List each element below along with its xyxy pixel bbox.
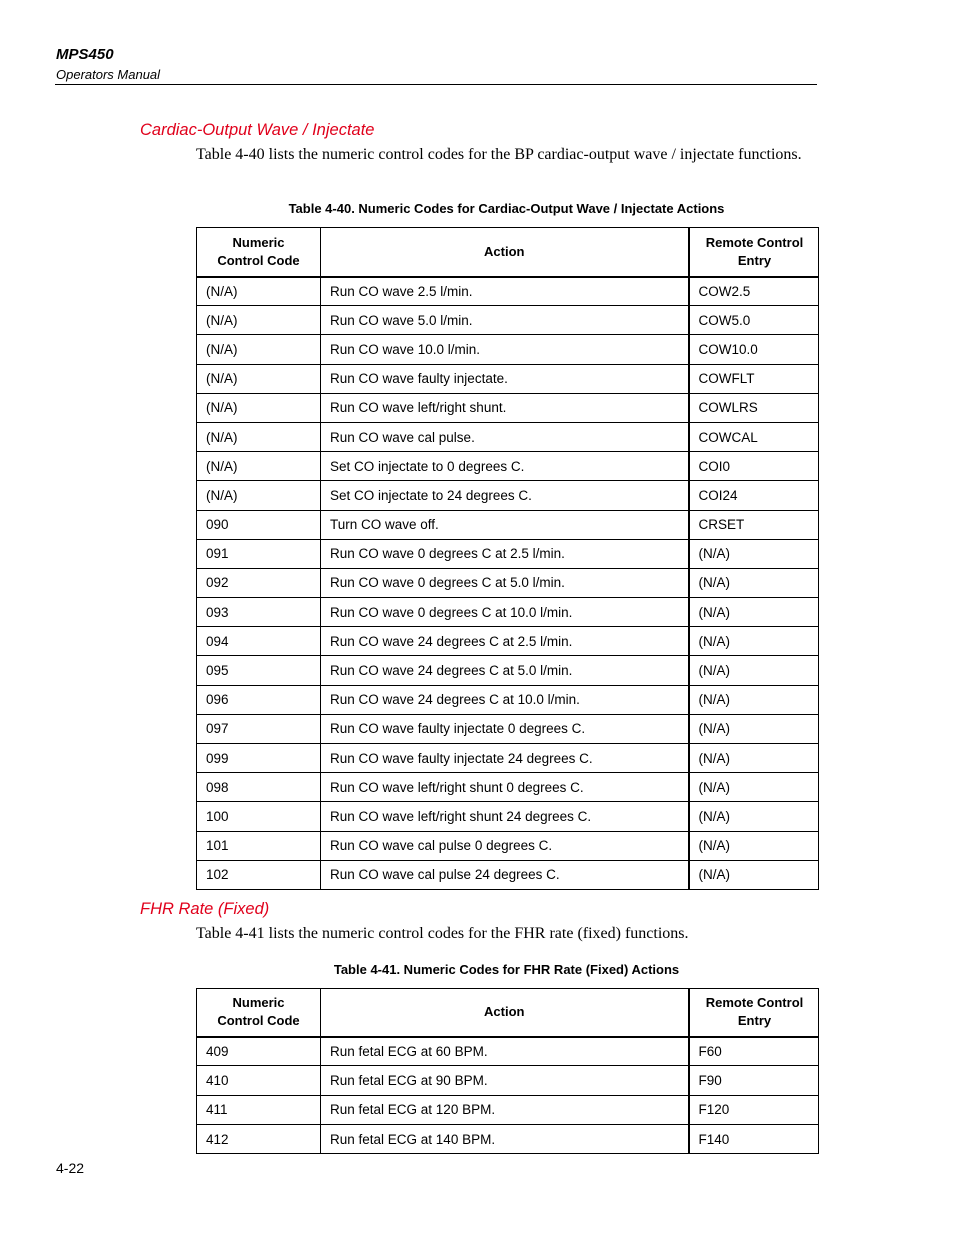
cell-remote-entry: COI0	[689, 452, 819, 481]
cell-action: Run CO wave 24 degrees C at 10.0 l/min.	[321, 685, 689, 714]
cell-action: Run CO wave 24 degrees C at 5.0 l/min.	[321, 656, 689, 685]
cell-numeric-code: 094	[197, 627, 321, 656]
cell-action: Run CO wave 5.0 l/min.	[321, 306, 689, 335]
cell-numeric-code: (N/A)	[197, 364, 321, 393]
cell-remote-entry: (N/A)	[689, 773, 819, 802]
table-header-row	[197, 228, 819, 277]
cell-numeric-code: 092	[197, 568, 321, 597]
cell-action: Run fetal ECG at 120 BPM.	[321, 1095, 689, 1124]
section-paragraph-cardiac-output: Table 4-40 lists the numeric control codes for the BP cardiac-output wave / injectate functions.	[196, 146, 802, 163]
cell-action: Run CO wave 24 degrees C at 2.5 l/min.	[321, 627, 689, 656]
cell-action: Run CO wave 0 degrees C at 5.0 l/min.	[321, 568, 689, 597]
cell-action: Run CO wave left/right shunt 24 degrees C.	[321, 802, 689, 831]
table-row	[197, 860, 819, 889]
cell-action: Turn CO wave off.	[321, 510, 689, 539]
table-row	[197, 627, 819, 656]
cell-remote-entry: (N/A)	[689, 598, 819, 627]
cell-numeric-code: 096	[197, 685, 321, 714]
cell-numeric-code: 091	[197, 539, 321, 568]
header-divider	[55, 84, 817, 85]
cell-action: Run CO wave faulty injectate.	[321, 364, 689, 393]
table-row	[197, 422, 819, 451]
table-row	[197, 277, 819, 306]
table-row	[197, 714, 819, 743]
cell-remote-entry: F120	[689, 1095, 819, 1124]
manual-subtitle: Operators Manual	[56, 67, 161, 82]
column-header-action: Action	[321, 989, 689, 1037]
column-header-remote-entry: Remote Control Entry	[689, 228, 819, 277]
cell-remote-entry: (N/A)	[689, 685, 819, 714]
cell-numeric-code: (N/A)	[197, 481, 321, 510]
cell-numeric-code: 411	[197, 1095, 321, 1124]
cell-action: Run CO wave cal pulse 24 degrees C.	[321, 860, 689, 889]
cell-action: Run CO wave cal pulse.	[321, 422, 689, 451]
table-4-41	[196, 988, 819, 1154]
cell-action: Run fetal ECG at 90 BPM.	[321, 1066, 689, 1095]
cell-numeric-code: 098	[197, 773, 321, 802]
table-header-row	[197, 989, 819, 1037]
table-row	[197, 802, 819, 831]
cell-numeric-code: (N/A)	[197, 335, 321, 364]
column-header-numeric-code: Numeric Control Code	[197, 228, 321, 277]
cell-action: Set CO injectate to 24 degrees C.	[321, 481, 689, 510]
cell-remote-entry: F60	[689, 1037, 819, 1066]
cell-action: Run CO wave cal pulse 0 degrees C.	[321, 831, 689, 860]
table-row	[197, 510, 819, 539]
table-row	[197, 568, 819, 597]
table-row	[197, 1066, 819, 1095]
cell-action: Run fetal ECG at 140 BPM.	[321, 1124, 689, 1153]
cell-action: Run CO wave faulty injectate 24 degrees C.	[321, 744, 689, 773]
table-4-40	[196, 227, 819, 890]
table-caption-4-40: Table 4-40. Numeric Codes for Cardiac-Output Wave / Injectate Actions	[288, 201, 725, 216]
cell-numeric-code: (N/A)	[197, 452, 321, 481]
cell-remote-entry: (N/A)	[689, 714, 819, 743]
table-row	[197, 685, 819, 714]
cell-numeric-code: 412	[197, 1124, 321, 1153]
cell-action: Run CO wave left/right shunt 0 degrees C.	[321, 773, 689, 802]
table-row	[197, 1124, 819, 1153]
table-row	[197, 1037, 819, 1066]
page-number: 4-22	[56, 1160, 85, 1176]
cell-action: Run CO wave 10.0 l/min.	[321, 335, 689, 364]
cell-numeric-code: (N/A)	[197, 422, 321, 451]
table-row	[197, 656, 819, 685]
cell-numeric-code: 102	[197, 860, 321, 889]
table-row	[197, 452, 819, 481]
cell-remote-entry: COWLRS	[689, 393, 819, 422]
column-header-numeric-code: Numeric Control Code	[197, 989, 321, 1037]
cell-numeric-code: 099	[197, 744, 321, 773]
cell-numeric-code: 100	[197, 802, 321, 831]
cell-numeric-code: 097	[197, 714, 321, 743]
cell-remote-entry: COWFLT	[689, 364, 819, 393]
manual-product-title: MPS450	[56, 46, 114, 63]
cell-action: Run CO wave 0 degrees C at 2.5 l/min.	[321, 539, 689, 568]
cell-remote-entry: F140	[689, 1124, 819, 1153]
cell-remote-entry: (N/A)	[689, 627, 819, 656]
table-row	[197, 744, 819, 773]
table-row	[197, 481, 819, 510]
cell-numeric-code: 410	[197, 1066, 321, 1095]
table-row	[197, 831, 819, 860]
cell-numeric-code: 409	[197, 1037, 321, 1066]
cell-remote-entry: COW10.0	[689, 335, 819, 364]
cell-action: Run fetal ECG at 60 BPM.	[321, 1037, 689, 1066]
cell-action: Set CO injectate to 0 degrees C.	[321, 452, 689, 481]
cell-numeric-code: 101	[197, 831, 321, 860]
cell-action: Run CO wave faulty injectate 0 degrees C.	[321, 714, 689, 743]
cell-remote-entry: COW2.5	[689, 277, 819, 306]
table-row	[197, 393, 819, 422]
cell-remote-entry: (N/A)	[689, 744, 819, 773]
cell-action: Run CO wave 0 degrees C at 10.0 l/min.	[321, 598, 689, 627]
cell-numeric-code: (N/A)	[197, 306, 321, 335]
cell-remote-entry: (N/A)	[689, 539, 819, 568]
cell-action: Run CO wave left/right shunt.	[321, 393, 689, 422]
cell-remote-entry: COW5.0	[689, 306, 819, 335]
column-header-remote-entry: Remote Control Entry	[689, 989, 819, 1037]
cell-action: Run CO wave 2.5 l/min.	[321, 277, 689, 306]
table-caption-4-41: Table 4-41. Numeric Codes for FHR Rate (Fixed) Actions	[333, 962, 680, 977]
column-header-action: Action	[321, 228, 689, 277]
cell-remote-entry: COWCAL	[689, 422, 819, 451]
cell-numeric-code: 090	[197, 510, 321, 539]
table-row	[197, 598, 819, 627]
section-heading-cardiac-output: Cardiac-Output Wave / Injectate	[140, 121, 375, 139]
table-row	[197, 539, 819, 568]
section-paragraph-fhr-rate: Table 4-41 lists the numeric control codes for the FHR rate (fixed) functions.	[196, 925, 689, 942]
table-row	[197, 1095, 819, 1124]
cell-numeric-code: 093	[197, 598, 321, 627]
section-heading-fhr-rate: FHR Rate (Fixed)	[140, 900, 270, 918]
cell-remote-entry: (N/A)	[689, 831, 819, 860]
cell-remote-entry: (N/A)	[689, 656, 819, 685]
table-row	[197, 364, 819, 393]
cell-numeric-code: (N/A)	[197, 277, 321, 306]
table-row	[197, 306, 819, 335]
cell-remote-entry: F90	[689, 1066, 819, 1095]
cell-remote-entry: CRSET	[689, 510, 819, 539]
table-row	[197, 773, 819, 802]
cell-numeric-code: 095	[197, 656, 321, 685]
cell-remote-entry: (N/A)	[689, 568, 819, 597]
cell-remote-entry: (N/A)	[689, 802, 819, 831]
cell-remote-entry: (N/A)	[689, 860, 819, 889]
table-row	[197, 335, 819, 364]
cell-numeric-code: (N/A)	[197, 393, 321, 422]
cell-remote-entry: COI24	[689, 481, 819, 510]
